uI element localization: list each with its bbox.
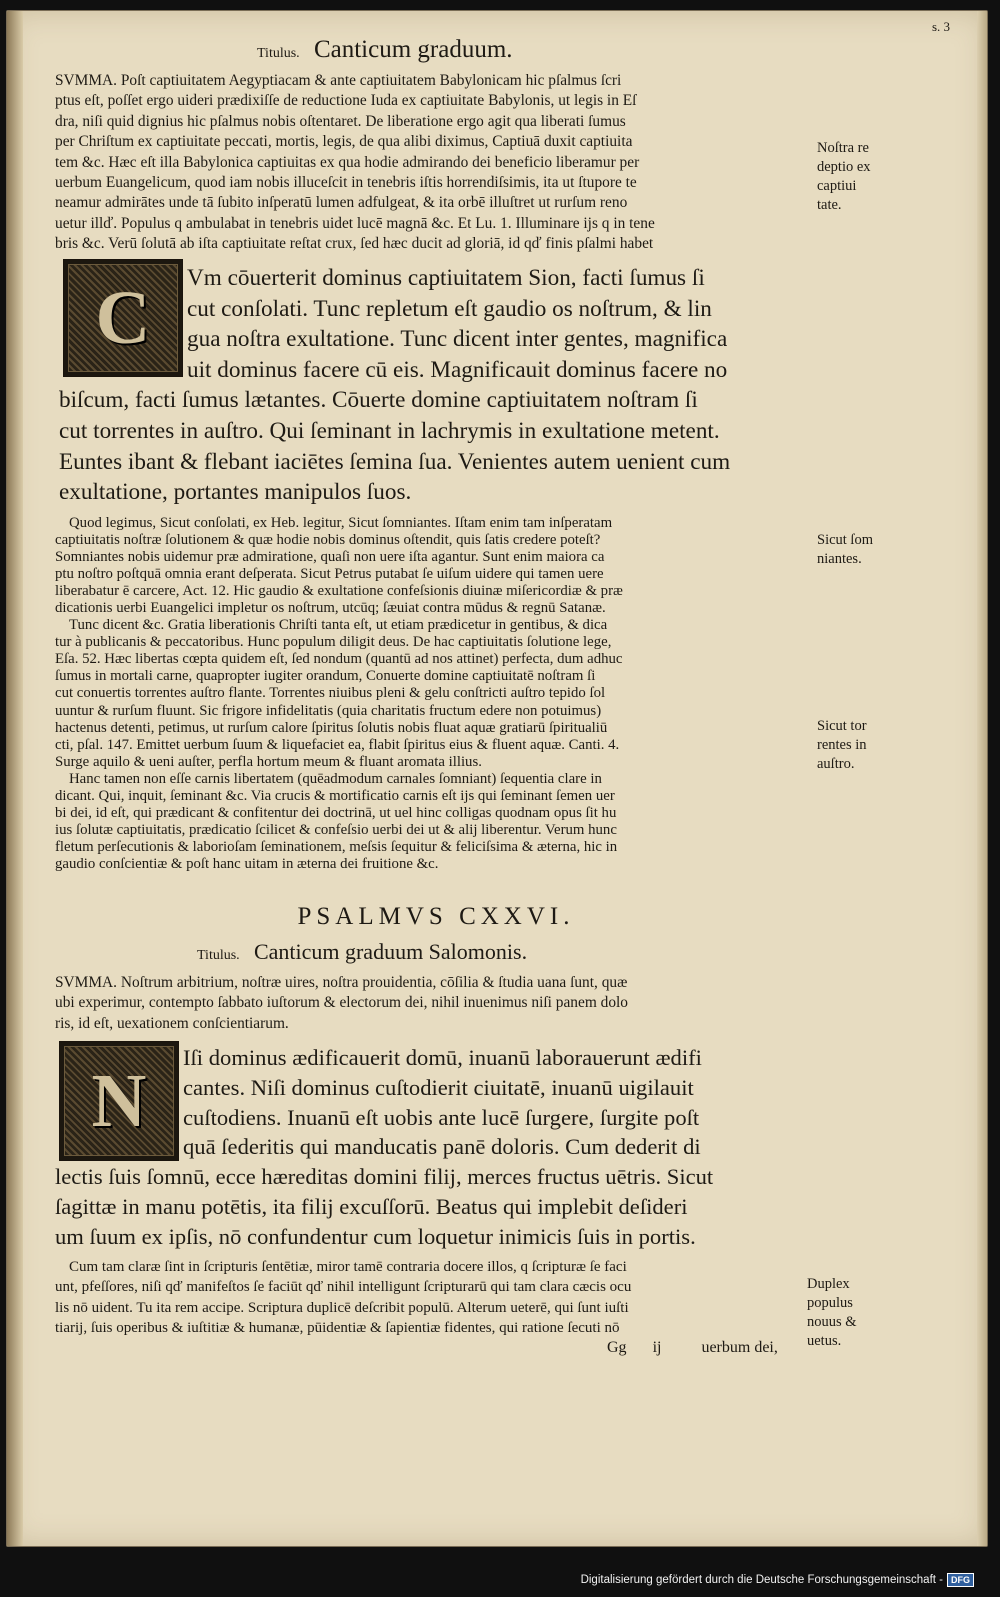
commentary-line: unt, pfeſſores, niſi qď manifeſtos ſe faciūt qď nihil intelligunt ſcripturarū qui tam clara cæcis ocu (55, 1279, 632, 1296)
verse-line: quā ſederitis qui manducatis panē doloris. Cum dederit di (183, 1134, 701, 1160)
summa-line: uerbum Euangelicum, quod iam nobis illuceſcit in tenebris iſtis horrendiſsimis, ita ut ſtupore te (55, 174, 637, 192)
psalm-verse-text (187, 263, 807, 385)
commentary-block-2 (55, 1257, 807, 1338)
header-title: Canticum graduum. (313, 36, 513, 63)
marginal-note (817, 531, 873, 569)
commentary-line: dicant. Qui, inquit, ſeminant &c. Via crucis & mortificatio carnis eſt ijs qui ſeminant ſemen uer (55, 787, 615, 804)
commentary-line: tur à publicanis & peccatoribus. Hunc populum diligit deus. De hac captiuitatis ſolutione lege, (55, 634, 612, 651)
summa-line: neamur admirātes unde tā ſubito inſperatū lumen adfulgeat, & ita orbē illuſtret ut rurſum reno (55, 194, 628, 212)
verse-line: Vm cōuerterit dominus captiuitatem Sion, facti ſumus ſi (187, 265, 705, 291)
commentary-line: Eſa. 52. Hæc libertas cœpta quidem eſt, ſed nondum (quantū ad nos attinet) perfecta, dum adhuc (55, 651, 623, 668)
commentary-line: ſumus in mortali carne, quapropter iugiter orandum, Conuerte domine captiuitatē noſtram ſi (55, 668, 596, 685)
summa-line: SVMMA. Poſt captiuitatem Aegyptiacam & ante captiuitatem Babylonicam hic pſalmus ſcri (55, 72, 622, 89)
summa-block-2 (55, 973, 817, 1034)
commentary-line: Tunc dicent &c. Gratia liberationis Chriſti tanta eſt, ut etiam prædicetur in gentibus, & dica (69, 617, 608, 634)
marginal-line: populus (807, 1295, 853, 1311)
book-page (6, 10, 988, 1547)
commentary-line: Cum tam claræ ſint in ſcripturis ſentētiæ, miror tamē contraria docere illos, q ſcripturæ ſe faci (69, 1259, 627, 1275)
verse-line: Euntes ibant & flebant iaciētes ſemina ſua. Venientes autem uenient cum (59, 448, 731, 475)
marginal-note (817, 139, 871, 215)
verse-line: cuſtodiens. Inuanū eſt uobis ante lucē ſurgere, ſurgite poſt (183, 1104, 700, 1130)
verse-line: Iſi dominus ædificauerit domū, inuanū laborauerunt ædifi (183, 1045, 702, 1070)
marginal-line: uetus. (807, 1333, 842, 1349)
marginal-line: Sicut tor (817, 718, 867, 734)
summa-line: tem &c. Hæc eſt illa Babylonica captiuitas ex qua hodie admirando dei beneficio liberamur per (55, 153, 640, 171)
verse-line: exultatione, portantes manipulos ſuos. (59, 479, 412, 506)
verse-line: biſcum, facti ſumus lætantes. Cōuerte domine captiuitatem noſtram ſi (59, 387, 698, 414)
initial-letter: N (91, 1058, 147, 1143)
marginal-line: Sicut ſom (817, 532, 873, 548)
commentary-block (55, 515, 817, 873)
signature-number: ij (652, 1339, 662, 1356)
commentary-line: captiuitatis noſtræ ſolutionem & quæ hodie nobis dominus oſtendit, quis ſatis credere poteſt? (55, 532, 601, 549)
catchword: uerbum dei, (701, 1339, 778, 1356)
dfg-logo-icon: DFG (947, 1573, 974, 1587)
decorated-initial-n (59, 1041, 179, 1161)
commentary-line: Hanc tamen non eſſe carnis libertatem (quēadmodum carnales ſomniant) ſequentia clare in (69, 770, 602, 787)
summa-line: uetur illď. Populus q ambulabat in tenebris uidet lucē magnā &c. Et Lu. 1. Illuminare ijs q in tene (55, 214, 655, 232)
marginal-line: Noſtra re (817, 140, 869, 156)
commentary-line: cut conuertis torrentes auſtro flante. Torrentes niuibus pleni & gelu conſtricti auſtro tepido ſol (55, 685, 606, 702)
marginal-line: rentes in (817, 737, 867, 753)
commentary-line: bi dei, id eſt, qui prædicant & confitentur dei doctrinā, ut uel hinc colligas quodnam opus ſit hu (55, 804, 617, 821)
signature-mark: Gg (607, 1339, 627, 1356)
marginal-line: tate. (817, 197, 842, 213)
verse-line: lectis ſuis ſomnū, ecce hæreditas domini filij, merces fructus uētris. Sicut (55, 1164, 714, 1190)
commentary-line: hactenus detenti, petimus, ut rurſum calore ſpiritus ſolutis nobis fluat aquæ gratiarū ſpiritualiū (55, 719, 608, 736)
commentary-line: fletum perſecutionis & laborioſam ſeminationem, meſsis ſequitur & feliciſsima & æterna, hic in (55, 838, 618, 855)
summa-line: ptus eſt, poſſet ergo uideri prædixiſſe de reductione Iuda ex captiuitate Babylonis, ut legis in Eſ (55, 92, 637, 110)
book-spine-shadow (7, 11, 23, 1546)
verse-line: cut conſolati. Tunc repletum eſt gaudio os noſtrum, & lin (187, 295, 712, 322)
summa-line: per Chriſtum ex captiuitate peccati, mortis, legis, de qua alibi diximus, Captiuā duxit captiuita (55, 133, 633, 151)
commentary-line: Somniantes nobis uidemur præ admiratione, quaſi non uere iſta agantur. Sunt enim maiora ca (55, 549, 605, 566)
page-edge (977, 11, 987, 1546)
title-label: Titulus. (197, 948, 240, 963)
marginal-line: captiui (817, 178, 857, 194)
marginal-line: nouus & (807, 1314, 857, 1330)
commentary-line: gaudio conſcientiæ & poſt hanc uitam in æterna dei fruitione &c. (55, 855, 439, 872)
digitization-footer (581, 1573, 974, 1587)
corner-mark: s. 3 (932, 19, 951, 34)
commentary-line: dicationis uerbi Euangelici impletur os noſtrum, utcūq; ſæuiat contra mūdus & regnū Satanæ. (55, 600, 606, 617)
psalm-heading: PSALMVS CXXVI. (297, 903, 575, 930)
verse-line: cantes. Niſi dominus cuſtodierit ciuitatē, inuanū uigilauit (183, 1074, 694, 1100)
summa-line: ris, id eſt, uexationem conſcientiarum. (55, 1014, 289, 1032)
commentary-line: lis nō uident. Tu ita rem accipe. Scriptura duplicē deſcribit populū. Alterum ueterē, qui ſunt iuſti (55, 1299, 629, 1316)
commentary-line: ptu noſtro poſtquā omnia erant deſperata. Sicut Petrus putabat ſe uiſum uidere qui tamen uere (55, 566, 604, 583)
marginal-line: deptio ex (817, 159, 871, 175)
verse-line: uit dominus facere cū eis. Magnificauit dominus facere no (187, 356, 728, 383)
summa-block (55, 71, 817, 255)
verse-line: um ſuum ex ipſis, nō confundentur cum loquetur inimicis ſuis in portis. (55, 1223, 696, 1249)
initial-letter: C (95, 275, 151, 360)
title-text: Canticum graduum Salomonis. (253, 939, 528, 964)
commentary-line: ius ſolutæ captiuitatis, prædicatio ſcilicet & confeſsio uerbi dei ut & alij liberentur. Verum hunc (55, 821, 617, 838)
psalm-verse-text-2 (183, 1043, 813, 1162)
commentary-line: tiarij, ſuis operibus & iuſtitiæ & humanæ, pūidentiæ & ſapientiæ fidentes, qui ratione ſecuti nō (55, 1319, 620, 1336)
marginal-line: Duplex (807, 1276, 850, 1292)
marginal-line: auſtro. (817, 756, 855, 772)
psalm-verse-text-continued (59, 385, 819, 507)
header-label: Titulus. (257, 46, 300, 61)
marginal-note (817, 717, 867, 774)
decorated-initial-c (63, 259, 183, 377)
marginal-note (807, 1275, 857, 1351)
verse-line: ſagittæ in manu potētis, ita filij excuſſorū. Beatus qui implebit deſideri (55, 1193, 688, 1219)
signature-line (607, 1339, 778, 1357)
verse-line: gua noſtra exultatione. Tunc dicent inter gentes, magnifica (187, 326, 728, 353)
summa-line: dra, niſi quid dignius hic pſalmus nobis oſtentaret. De liberatione ergo agit qua liberati ſumus (55, 112, 626, 130)
running-header (257, 35, 513, 69)
commentary-line: Surge aquilo & ueni auſter, perfla hortum meum & fluant aromata illius. (55, 753, 482, 770)
summa-line: SVMMA. Noſtrum arbitrium, noſtræ uires, noſtra prouidentia, cōſilia & ſtudia uana ſunt, quæ (55, 974, 628, 991)
commentary-line: cti, pſal. 147. Emittet uerbum ſuum & liquefaciet ea, flabit ſpiritus eius & fluent aquæ. Canti. 4. (55, 736, 620, 753)
commentary-line: uuntur & rurſum fluunt. Sic frigore infidelitatis (quia charitatis fructum edere non potuimus) (55, 702, 602, 719)
summa-line: bris &c. Verū ſolutā ab iſta captiuitate reſtat crux, ſed hæc ducit ad gloriā, id qď finis pſalmi habet (55, 235, 654, 253)
commentary-line: liberabatur ē carcere, Act. 12. Hic gaudio & exultatione confeſsionis diuinæ miſericordiæ & præ (55, 583, 623, 600)
psalm-title (197, 937, 527, 971)
verse-line: cut torrentes in auſtro. Qui ſeminant in lachrymis in exultatione metent. (59, 417, 720, 444)
marginal-line: niantes. (817, 551, 862, 567)
commentary-line: Quod legimus, Sicut conſolati, ex Heb. legitur, Sicut ſomniantes. Iſtam enim tam inſperatam (69, 515, 613, 531)
footer-text: Digitalisierung gefördert durch die Deutsche Forschungsgemeinschaft - (580, 1574, 943, 1586)
psalm-verse-text-2-continued (55, 1162, 817, 1251)
summa-line: ubi experimur, contempto ſabbato iuſtorum & electorum dei, nihil inuenimus niſi panem dolo (55, 994, 629, 1012)
